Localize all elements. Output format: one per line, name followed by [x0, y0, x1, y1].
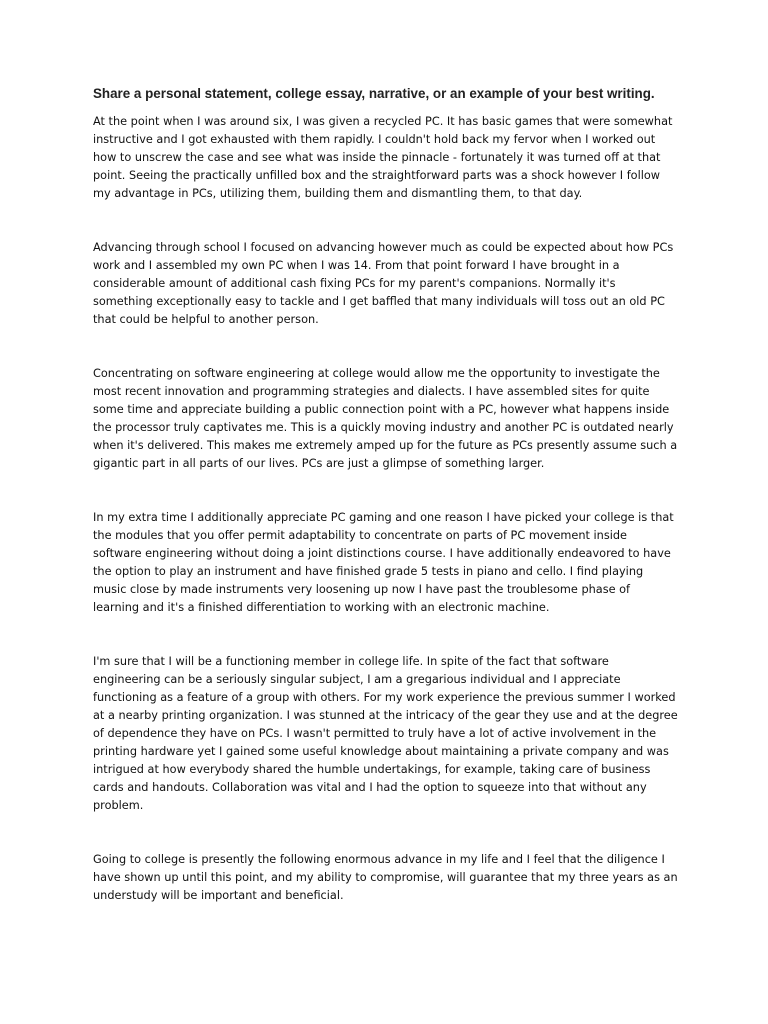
prompt-heading: Share a personal statement, college essay, narrative, or an example of your best writing. — [93, 86, 655, 101]
paragraph-spacer — [93, 329, 678, 365]
paragraph-spacer — [93, 203, 678, 239]
paragraph-spacer — [93, 815, 678, 851]
essay-paragraph-2: Advancing through school I focused on advancing however much as could be expected about how PCs work and I assembled my own PC when I was 14. From that point forward I have brought in a considerable amount of additional cash fixing PCs for my parent's companions. Normally it's something exceptionally easy to tackle and I get baffled that many individuals will toss out an old PC that could be helpful to another person. — [93, 241, 674, 326]
essay-paragraph-3: Concentrating on software engineering at college would allow me the opportunity to investigate the most recent innovation and programming strategies and dialects. I have assembled sites for quite some time and appreciate building a public connection point with a PC, however what happens inside the processor truly captivates me. This is a quickly moving industry and another PC is outdated nearly when it's delivered. This makes me extremely amped up for the future as PCs presently assume such a gigantic part in all parts of our lives. PCs are just a glimpse of something larger. — [93, 367, 678, 470]
document-page — [93, 86, 678, 905]
essay-paragraph-4: In my extra time I additionally appreciate PC gaming and one reason I have picked your college is that the modules that you offer permit adaptability to concentrate on parts of PC movement inside software engineering without doing a joint distinctions course. I have additionally endeavored to have the option to play an instrument and have finished grade 5 tests in piano and cello. I find playing music close by made instruments very loosening up now I have past the troublesome phase of learning and it's a finished differentiation to working with an electronic machine. — [93, 511, 674, 614]
essay-paragraph-6: Going to college is presently the following enormous advance in my life and I feel that the diligence I have shown up until this point, and my ability to compromise, will guarantee that my three years as an understudy will be important and beneficial. — [93, 853, 678, 902]
paragraph-spacer — [93, 617, 678, 653]
essay-paragraph-1: At the point when I was around six, I was given a recycled PC. It has basic games that were somewhat instructive and I got exhausted with them rapidly. I couldn't hold back my fervor when I worked out how to unscrew the case and see what was inside the pinnacle - fortunately it was turned off at that point. Seeing the practically unfilled box and the straightforward parts was a shock however I follow my advantage in PCs, utilizing them, building them and dismantling them, to that day. — [93, 115, 673, 200]
essay-paragraph-5: I'm sure that I will be a functioning member in college life. In spite of the fact that software engineering can be a seriously singular subject, I am a gregarious individual and I appreciate functioning as a feature of a group with others. For my work experience the previous summer I worked at a nearby printing organization. I was stunned at the intricacy of the gear they use and at the degree of dependence they have on PCs. I wasn't permitted to truly have a lot of active involvement in the printing hardware yet I gained some useful knowledge about maintaining a private company and was intrigued at how everybody shared the humble undertakings, for example, taking care of business cards and handouts. Collaboration was vital and I had the option to squeeze into that without any problem. — [93, 655, 678, 812]
paragraph-spacer — [93, 473, 678, 509]
